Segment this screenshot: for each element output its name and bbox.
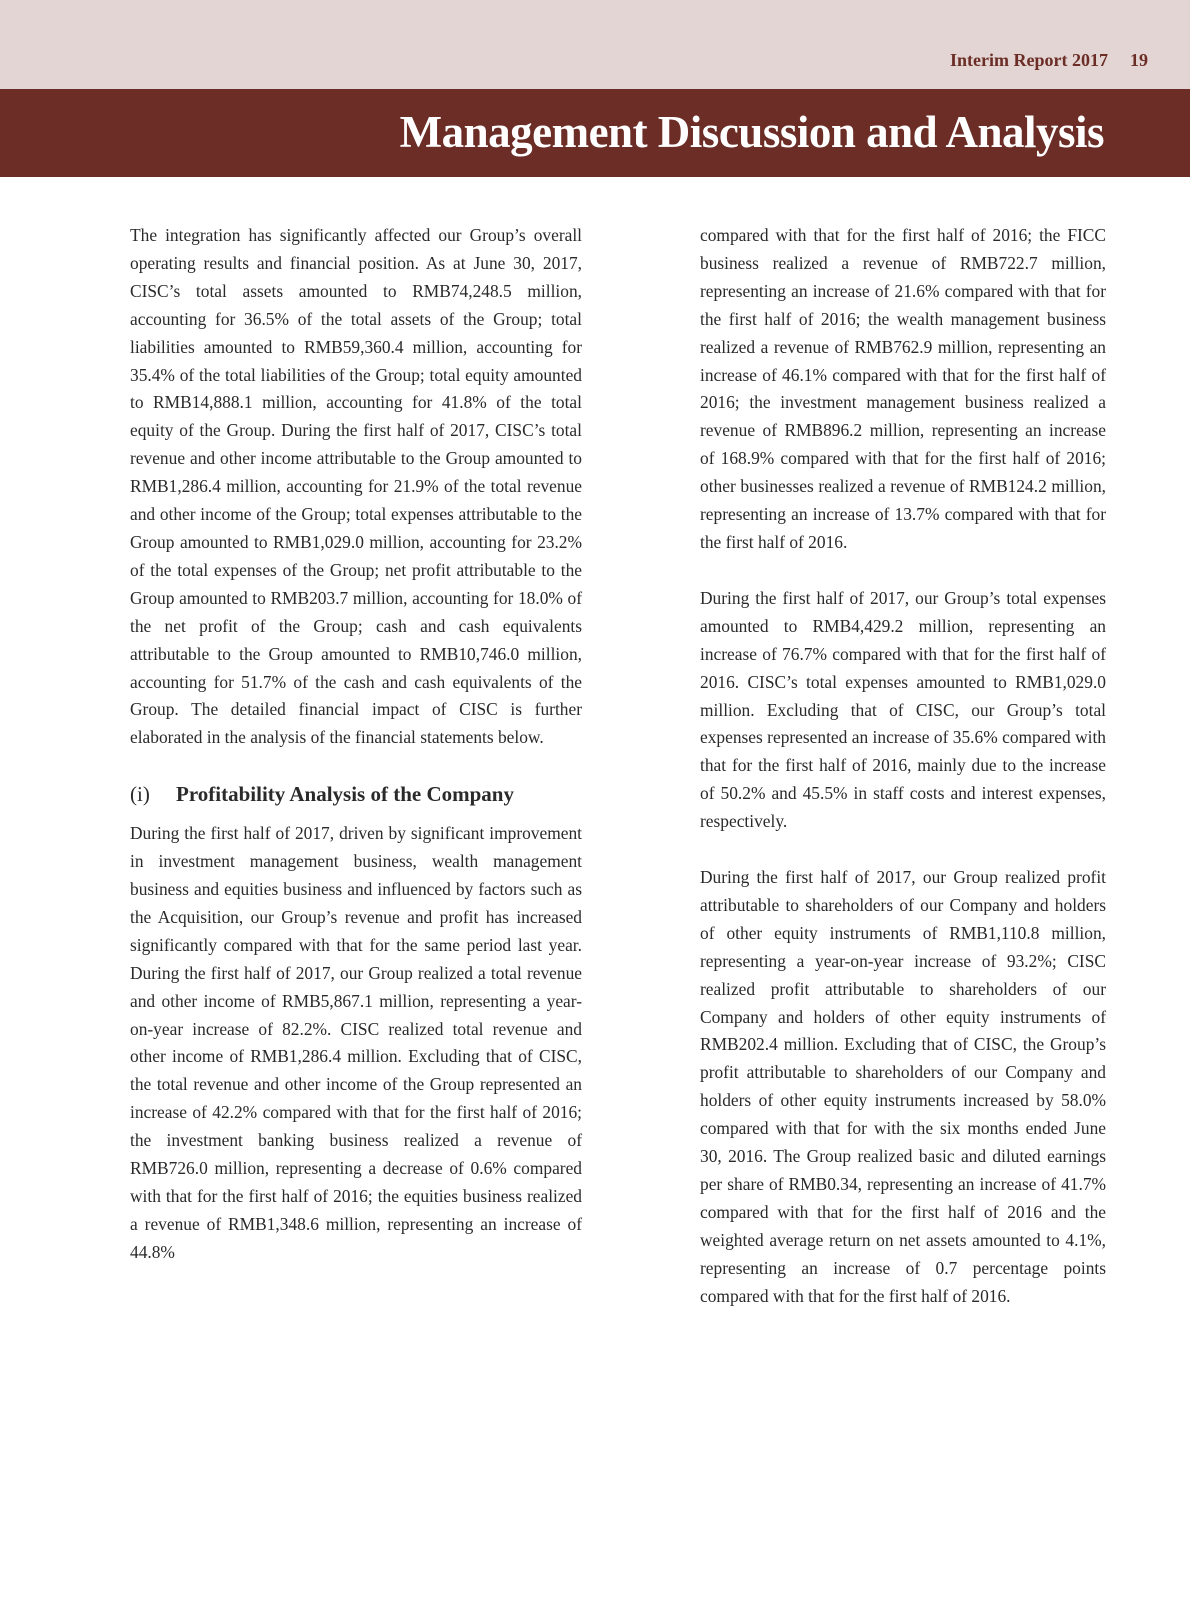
page-number: 19 (1130, 50, 1148, 70)
section-heading-text: Profitability Analysis of the Company (176, 782, 514, 807)
profitability-paragraph: During the first half of 2017, driven by significant improvement in investment management business, wealth management business and equities business and influenced by factors such as the Acquisition, our Group’s revenue and profit has increased significantly compared with that for the same period last year. During the first half of 2017, our Group realized a total revenue and other income of RMB5,867.1 million, representing a year-on-year increase of 82.2%. CISC realized total revenue and other income of RMB1,286.4 million. Excluding that of CISC, the total revenue and other income of the Group represented an increase of 42.2% compared with that for the first half of 2016; the investment banking business realized a revenue of RMB726.0 million, representing a decrease of 0.6% compared with that for the first half of 2016; the equities business realized a revenue of RMB1,348.6 million, representing an increase of 44.8% (130, 823, 582, 1262)
section-number: (i) (130, 782, 150, 807)
paragraph: During the first half of 2017, our Group’s total expenses amounted to RMB4,429.2 million, representing an increase of 76.7% compared with that for the first half of 2016. CISC’s total expenses amounted to RMB1,029.0 million. Excluding that of CISC, our Group’s total expenses represented an increase of 35.6% compared with that for the first half of 2016, mainly due to the increase of 50.2% and 45.5% in staff costs and interest expenses, respectively. (700, 587, 1106, 832)
paragraph: During the first half of 2017, our Group realized profit attributable to shareholders of our Company and holders of other equity instruments of RMB1,110.8 million, representing a year-on-year increase of 93.2%; CISC realized profit attributable to shareholders of our Company and holders of other equity instruments of RMB202.4 million. Excluding that of CISC, the Group’s profit attributable to shareholders of our Company and holders of other equity instruments increased by 58.0% compared with that for with the six months ended June 30, 2016. The Group realized basic and diluted earnings per share of RMB0.34, representing an increase of 41.7% compared with that for the first half of 2016 and the weighted average return on net assets amounted to 4.1%, representing an increase of 0.7 percentage points compared with that for the first half of 2016. (700, 867, 1106, 1306)
report-name: Interim Report 2017 (950, 50, 1108, 70)
running-head (950, 50, 1148, 71)
left-column (130, 222, 582, 1295)
right-column (700, 222, 1106, 1339)
section-heading (130, 780, 582, 808)
section-title: Management Discussion and Analysis (399, 107, 1104, 157)
intro-paragraph: The integration has significantly affected our Group’s overall operating results and financial position. As at June 30, 2017, CISC’s total assets amounted to RMB74,248.5 million, accounting for 36.5% of the total assets of the Group; total liabilities amounted to RMB59,360.4 million, accounting for 35.4% of the total liabilities of the Group; total equity amounted to RMB14,888.1 million, accounting for 41.8% of the total equity of the Group. During the first half of 2017, CISC’s total revenue and other income attributable to the Group amounted to RMB1,286.4 million, accounting for 21.9% of the total revenue and other income of the Group; total expenses attributable to the Group amounted to RMB1,029.0 million, accounting for 23.2% of the total expenses of the Group; net profit attributable to the Group amounted to RMB203.7 million, accounting for 18.0% of the net profit of the Group; cash and cash equivalents attributable to the Group amounted to RMB10,746.0 million, accounting for 51.7% of the cash and cash equivalents of the Group. The detailed financial impact of CISC is further elaborated in the analysis of the financial statements below. (130, 225, 582, 748)
paragraph: compared with that for the first half of 2016; the FICC business realized a revenue of RMB722.7 million, representing an increase of 21.6% compared with that for the first half of 2016; the wealth management business realized a revenue of RMB762.9 million, representing an increase of 46.1% compared with that for the first half of 2016; the investment management business realized a revenue of RMB896.2 million, representing an increase of 168.9% compared with that for the first half of 2016; other businesses realized a revenue of RMB124.2 million, representing an increase of 13.7% compared with that for the first half of 2016. (700, 225, 1106, 552)
header-band (0, 0, 1190, 89)
